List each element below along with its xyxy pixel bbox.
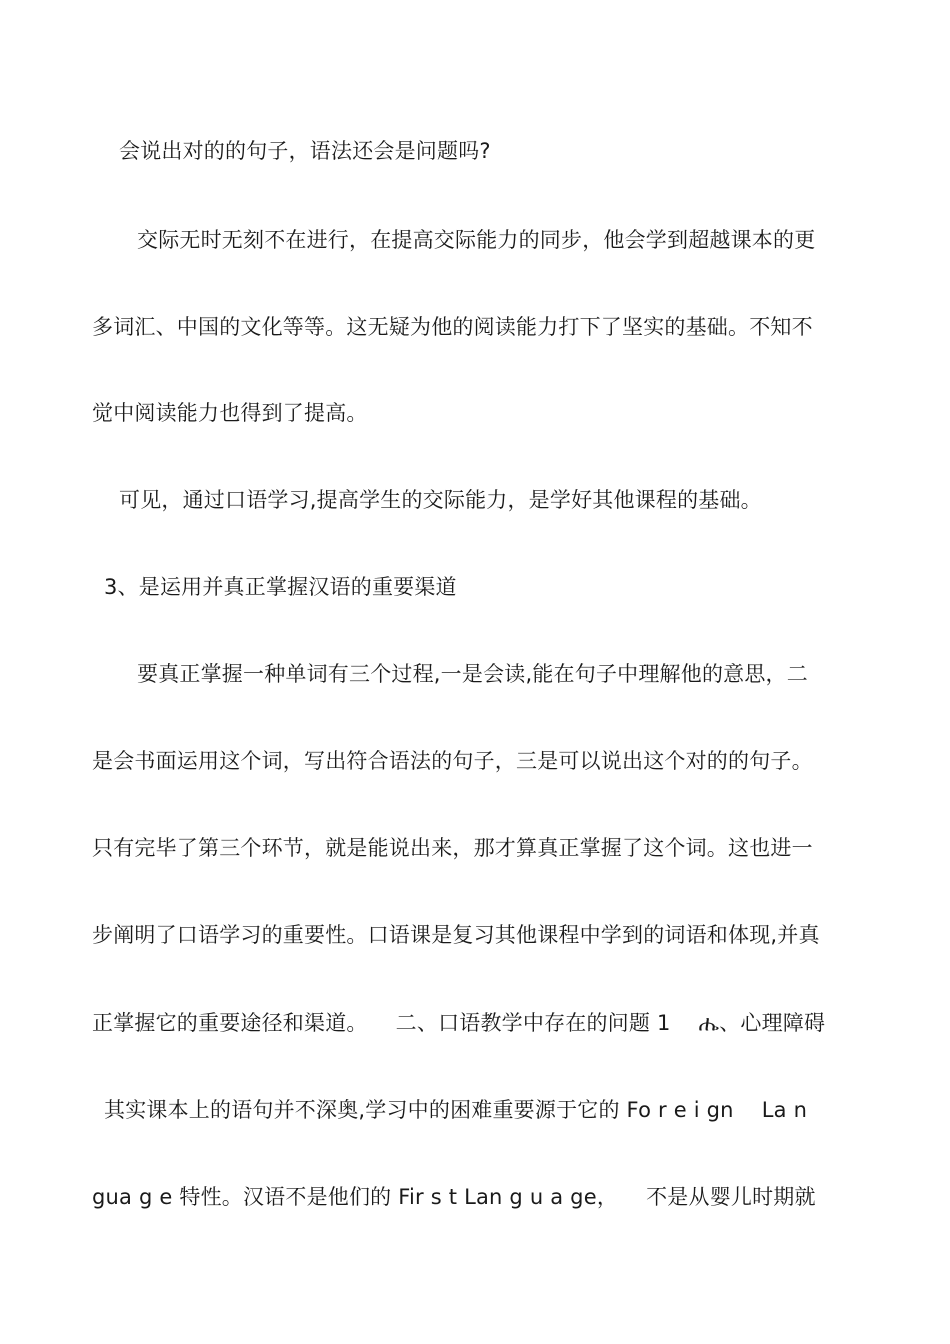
text-line: gua g e 特性。汉语不是他们的 Fir s t Lan g u a ge， 不是从婴儿时期就 [92,1185,816,1209]
text-line: 多词汇、中国的文化等等。这无疑为他的阅读能力打下了坚实的基础。不知不 [92,315,813,339]
text-line: 觉中阅读能力也得到了提高。 [92,401,368,425]
text-line: 交际无时无刻不在进行，在提高交际能力的同步，他会学到超越课本的更 [137,228,816,252]
text-line: 其实课本上的语句并不深奥,学习中的困难重要源于它的 Fo r e i gn La n [104,1098,808,1122]
text-line: 步阐明了口语学习的重要性。口语课是复习其他课程中学到的词语和体现,并真 [92,923,820,947]
text-line: 要真正掌握一种单词有三个过程,一是会读,能在句子中理解他的意思，二 [137,662,808,686]
text-line: 会说出对的的句子，语法还会是问题吗? [119,139,491,163]
text-line: 正掌握它的重要途径和渠道。 二、口语教学中存在的问题 1 ሔ、心理障碍 [92,1011,826,1035]
text-line: 可见，通过口语学习,提高学生的交际能力，是学好其他课程的基础。 [119,488,762,512]
text-line: 是会书面运用这个词，写出符合语法的句子，三是可以说出这个对的的句子。 [92,749,813,773]
section-heading: 3、是运用并真正掌握汉语的重要渠道 [104,575,457,599]
text-line: 只有完毕了第三个环节，就是能说出来，那才算真正掌握了这个词。这也进一 [92,836,813,860]
